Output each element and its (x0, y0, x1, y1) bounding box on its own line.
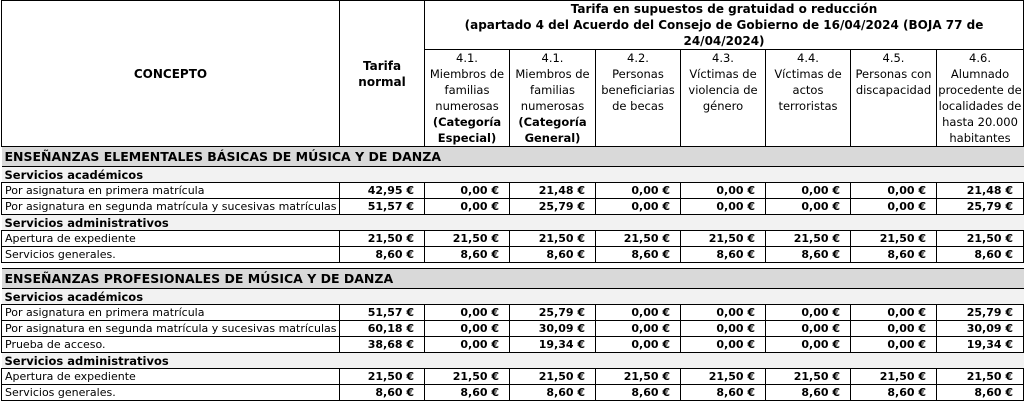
table-row (2, 231, 1024, 247)
reduced-tariff-value: 0,00 € (681, 199, 766, 215)
reduced-tariff-value: 8,60 € (937, 247, 1024, 263)
reduced-tariff-value: 0,00 € (596, 199, 681, 215)
tarifa-normal-value: 38,68 € (340, 337, 425, 353)
tarifa-normal-value: 42,95 € (340, 183, 425, 199)
reduced-tariff-value: 0,00 € (851, 183, 937, 199)
group-row (2, 167, 1024, 183)
reduced-tariff-value: 0,00 € (425, 337, 510, 353)
header-row-title (2, 1, 1024, 50)
reduced-tariff-value: 8,60 € (766, 385, 851, 401)
table-row (2, 337, 1024, 353)
reduced-tariff-value: 21,50 € (937, 231, 1024, 247)
tarifa-normal-header: Tarifa normal (340, 1, 425, 147)
reduced-tariff-value: 8,60 € (596, 247, 681, 263)
reduction-column-header (937, 50, 1024, 147)
reduced-tariff-value: 0,00 € (425, 321, 510, 337)
tariff-table (1, 0, 1024, 401)
reduced-tariff-value: 0,00 € (425, 199, 510, 215)
reduced-tariff-value: 0,00 € (851, 337, 937, 353)
reduced-tariff-value: 0,00 € (425, 305, 510, 321)
reduced-tariff-value: 25,79 € (937, 199, 1024, 215)
table-row (2, 199, 1024, 215)
reduced-tariff-value: 21,50 € (766, 369, 851, 385)
reduced-tariff-value: 8,60 € (681, 247, 766, 263)
reduced-tariff-value: 0,00 € (766, 305, 851, 321)
reduction-column-header (766, 50, 851, 147)
reduced-tariff-value: 0,00 € (766, 199, 851, 215)
reduced-tariff-value: 21,50 € (596, 369, 681, 385)
reduced-tariff-value: 8,60 € (510, 247, 596, 263)
reduced-tariff-value: 8,60 € (766, 247, 851, 263)
tarifa-normal-value: 51,57 € (340, 199, 425, 215)
column-description: Personas beneficiarias de becas (601, 67, 675, 113)
column-description: Miembros de familias numerosas (515, 67, 590, 113)
reduction-column-header (681, 50, 766, 147)
reduced-tariff-value: 0,00 € (596, 321, 681, 337)
reduced-tariff-value: 19,34 € (510, 337, 596, 353)
section-row (2, 147, 1024, 167)
row-label: Prueba de acceso. (2, 337, 340, 353)
concepto-header: CONCEPTO (2, 1, 340, 147)
row-label: Por asignatura en segunda matrícula y sucesivas matrículas (2, 199, 340, 215)
reduced-tariff-value: 21,50 € (425, 231, 510, 247)
row-label: Apertura de expediente (2, 369, 340, 385)
reduced-tariff-value: 21,50 € (510, 231, 596, 247)
tarifa-normal-value: 21,50 € (340, 231, 425, 247)
reduced-tariff-value: 0,00 € (681, 337, 766, 353)
group-title: Servicios académicos (2, 289, 1024, 305)
reduced-tariff-value: 21,50 € (425, 369, 510, 385)
table-row (2, 183, 1024, 199)
reduced-tariff-value: 25,79 € (937, 305, 1024, 321)
reduced-tariff-value: 8,60 € (596, 385, 681, 401)
column-number: 4.4. (797, 51, 819, 65)
column-description: Personas con discapacidad (855, 67, 932, 97)
reduced-tariff-value: 8,60 € (681, 385, 766, 401)
tarifa-normal-value: 51,57 € (340, 305, 425, 321)
row-label: Apertura de expediente (2, 231, 340, 247)
group-row (2, 289, 1024, 305)
reduced-tariff-value: 21,48 € (510, 183, 596, 199)
reduced-tariff-value: 8,60 € (851, 385, 937, 401)
reduced-tariff-value: 0,00 € (851, 305, 937, 321)
reduced-tariff-value: 0,00 € (596, 337, 681, 353)
section-title: ENSEÑANZAS ELEMENTALES BÁSICAS DE MÚSICA Y DE DANZA (2, 147, 1024, 167)
reduced-tariff-value: 21,50 € (851, 231, 937, 247)
reduced-tariff-value: 21,50 € (510, 369, 596, 385)
reduction-column-header (510, 50, 596, 147)
reduced-tariff-value: 21,48 € (937, 183, 1024, 199)
reduced-tariff-value: 0,00 € (766, 183, 851, 199)
group-title: Servicios académicos (2, 167, 1024, 183)
tarifa-normal-value: 8,60 € (340, 247, 425, 263)
reduced-tariff-value: 25,79 € (510, 199, 596, 215)
reduced-tariff-value: 0,00 € (851, 321, 937, 337)
reduced-tariff-value: 8,60 € (510, 385, 596, 401)
group-row (2, 353, 1024, 369)
row-label: Por asignatura en segunda matrícula y sucesivas matrículas (2, 321, 340, 337)
column-description: Víctimas de actos terroristas (774, 67, 842, 113)
reduced-tariff-value: 0,00 € (681, 183, 766, 199)
reduced-tariff-value: 0,00 € (596, 183, 681, 199)
reduced-tariff-value: 25,79 € (510, 305, 596, 321)
column-number: 4.3. (712, 51, 734, 65)
reduction-column-header (596, 50, 681, 147)
reduction-column-header (425, 50, 510, 147)
tarifa-normal-value: 21,50 € (340, 369, 425, 385)
table-row (2, 321, 1024, 337)
tarifa-normal-value: 8,60 € (340, 385, 425, 401)
table-row (2, 385, 1024, 401)
column-number: 4.6. (969, 51, 991, 65)
reduced-tariff-value: 0,00 € (596, 305, 681, 321)
row-label: Por asignatura en primera matrícula (2, 183, 340, 199)
column-description: Miembros de familias numerosas (429, 67, 505, 113)
reduced-tariff-value: 8,60 € (851, 247, 937, 263)
reduced-tariff-value: 0,00 € (681, 321, 766, 337)
reduced-tariff-value: 21,50 € (681, 231, 766, 247)
row-label: Servicios generales. (2, 385, 340, 401)
group-title: Servicios administrativos (2, 353, 1024, 369)
reduction-header (425, 1, 1024, 50)
table-row (2, 305, 1024, 321)
reduced-tariff-value: 21,50 € (766, 231, 851, 247)
reduced-tariff-value: 21,50 € (851, 369, 937, 385)
section-row (2, 269, 1024, 289)
tarifa-normal-value: 60,18 € (340, 321, 425, 337)
column-number: 4.1. (456, 51, 478, 65)
reduced-tariff-value: 30,09 € (937, 321, 1024, 337)
row-label: Por asignatura en primera matrícula (2, 305, 340, 321)
column-number: 4.5. (882, 51, 905, 65)
reduced-tariff-value: 8,60 € (937, 385, 1024, 401)
group-row (2, 215, 1024, 231)
reduction-title: Tarifa en supuestos de gratuidad o reducción (570, 2, 878, 16)
table-row (2, 247, 1024, 263)
table-row (2, 369, 1024, 385)
reduction-subtitle: (apartado 4 del Acuerdo del Consejo de Gobierno de 16/04/2024 (BOJA 77 de 24/04/2024) (464, 18, 984, 48)
column-category: (Categoría Especial) (432, 115, 502, 145)
column-description: Alumnado procedente de localidades de hasta 20.000 habitantes (938, 67, 1022, 145)
reduced-tariff-value: 0,00 € (681, 305, 766, 321)
reduced-tariff-value: 8,60 € (425, 385, 510, 401)
column-number: 4.2. (627, 51, 649, 65)
column-number: 4.1. (541, 51, 564, 65)
row-label: Servicios generales. (2, 247, 340, 263)
reduced-tariff-value: 21,50 € (937, 369, 1024, 385)
group-title: Servicios administrativos (2, 215, 1024, 231)
reduced-tariff-value: 0,00 € (766, 321, 851, 337)
reduced-tariff-value: 8,60 € (425, 247, 510, 263)
reduction-column-header (851, 50, 937, 147)
section-title: ENSEÑANZAS PROFESIONALES DE MÚSICA Y DE DANZA (2, 269, 1024, 289)
reduced-tariff-value: 0,00 € (766, 337, 851, 353)
reduced-tariff-value: 21,50 € (681, 369, 766, 385)
reduced-tariff-value: 0,00 € (425, 183, 510, 199)
reduced-tariff-value: 21,50 € (596, 231, 681, 247)
column-description: Víctimas de violencia de género (688, 67, 758, 113)
reduced-tariff-value: 30,09 € (510, 321, 596, 337)
reduced-tariff-value: 0,00 € (851, 199, 937, 215)
column-category: (Categoría General) (518, 115, 587, 145)
reduced-tariff-value: 19,34 € (937, 337, 1024, 353)
